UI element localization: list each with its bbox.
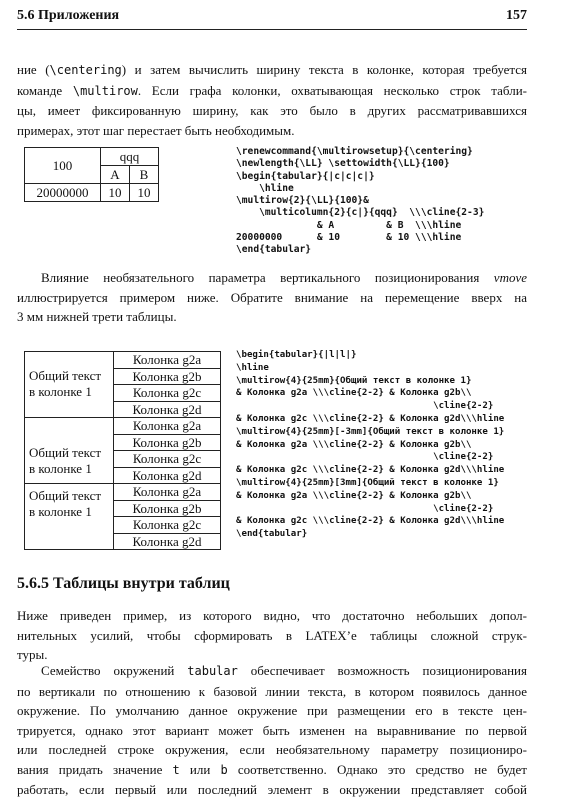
- example-table-1: [24, 147, 159, 202]
- paragraph-1: [17, 60, 527, 140]
- para2-line2: иллюстрируется примером ниже. Обратите внимание на перемещение вверх на: [17, 289, 527, 305]
- para1-line4: примерах, этот шаг перестает быть необходимым.: [17, 122, 295, 138]
- paragraph-2: [17, 268, 527, 327]
- group-3-left-cell: Общий текст в колонке 1: [25, 484, 114, 550]
- header-rule: [17, 29, 527, 30]
- group-1-row-4: Колонка g2d: [114, 401, 221, 418]
- group-1-row-3: Колонка g2c: [114, 385, 221, 402]
- group-2-row-3: Колонка g2c: [114, 451, 221, 468]
- cell-a: A: [101, 166, 130, 184]
- cell-r2c3: 10: [130, 184, 159, 202]
- inline-code: tabular: [187, 664, 238, 678]
- cell-r2c2: 10: [101, 184, 130, 202]
- para3-line2: нительных усилий, чтобы сформировать в LATEX’е таблицы сложной струк-: [17, 627, 527, 643]
- code-listing-1: \renewcommand{\multirowsetup}{\centering} \newlength{\LL} \settowidth{\LL}{100} \begin{tabular}{|c|c|c|} \hline \multirow{2}{\LL}{100}& \multicolumn{2}{c|}{qqq} \\\cline{2-3} & A & B \\\hline 20000000 & 10 & 10 \\\hline \end{tabular}: [236, 146, 485, 256]
- text: обеспечивает возможность позиционирования: [237, 663, 527, 678]
- cell-r2c1: 20000000: [25, 184, 101, 202]
- example-table-2: [24, 351, 221, 550]
- para2-line1: [17, 268, 527, 288]
- text: вания придать значение: [17, 761, 173, 777]
- text: . Если графа колонки, охватывающая несколько строк табли-: [137, 82, 527, 98]
- para3-line1: Ниже приведен пример, из которого видно, что достаточно небольших допол-: [17, 608, 527, 623]
- group-2-row-4: Колонка g2d: [114, 467, 221, 484]
- group-2-left-cell: Общий текст в колонке 1: [25, 418, 114, 484]
- emphasis: vmove: [493, 270, 527, 285]
- code-listing-2: \begin{tabular}{|l|l|} \hline \multirow{4}{25mm}{Общий текст в колонке 1} & Колонка g2a \\\cline{2-2} & Колонка g2b\\ \cline{2-2} & Колонка g2c \\\cline{2-2} & Колонка g2d\\\hline \multirow{4}{25mm}[-3mm]{Общий текст в колонке 1} & Колонка g2a \\\cline{2-2} & Колонка g2b\\ \cline{2-2} & Колонка g2c \\\cline{2-2} & Колонка g2d\\\hline \multirow{4}{25mm}[3mm]{Общий текст в колонке 1} & Колонка g2a \\\cline{2-2} & Колонка g2b\\ \cline{2-2} & Колонка g2c \\\cline{2-2} & Колонка g2d\\\hline \end{tabular}: [236, 350, 505, 540]
- para1-line3: цы, имеет фиксированную ширину, как это было в других рассматривавшихся: [17, 103, 527, 118]
- text: ) и затем вычислить ширину текста в колонке, которая требуется: [121, 62, 528, 77]
- para4-line1: [17, 661, 527, 682]
- para4-line6: [17, 760, 527, 781]
- inline-code: \multirow: [72, 83, 138, 98]
- para4-line3: окружение. По умолчанию данное окружение при размещении его в тексте цен-: [17, 703, 527, 718]
- group-3-row-3: Колонка g2c: [114, 517, 221, 534]
- paragraph-4: [17, 661, 527, 800]
- para4-line4: трируется, однако этот вариант может быть изменен на выравнивание по первой: [17, 722, 527, 738]
- group-3-row-4: Колонка g2d: [114, 533, 221, 550]
- group-1-row-2: Колонка g2b: [114, 368, 221, 385]
- section-heading: 5.6.5 Таблицы внутри таблиц: [17, 575, 230, 592]
- multicolumn-cell: qqq: [101, 148, 159, 166]
- para4-line5: или последней строке окружения, если необязательному параметру позициониро-: [17, 742, 527, 757]
- para1-line1: [17, 60, 527, 81]
- text: команде: [17, 82, 73, 98]
- group-3-row-2: Колонка g2b: [114, 500, 221, 517]
- para1-line2: [17, 81, 527, 102]
- group-2-row-2: Колонка g2b: [114, 434, 221, 451]
- text: или: [179, 761, 221, 777]
- text: Семейство окружений: [41, 663, 188, 678]
- text: ние (: [17, 62, 50, 77]
- page-number: 157: [506, 8, 527, 23]
- group-2-row-1: Колонка g2a: [114, 418, 221, 435]
- cell-b: B: [130, 166, 159, 184]
- text: соответственно. Однако это средство не будет: [227, 761, 527, 777]
- group-1-left-cell: Общий текст в колонке 1: [25, 352, 114, 418]
- inline-code: \centering: [49, 63, 122, 77]
- text: Влияние необязательного параметра вертикального позиционирования: [41, 270, 494, 285]
- group-1-row-1: Колонка g2a: [114, 352, 221, 369]
- para4-line2: по вертикали по отношению к базовой линии текста, в котором появилось данное: [17, 683, 527, 699]
- paragraph-3: [17, 606, 527, 665]
- inline-code: t: [172, 762, 180, 777]
- multirow-cell: 100: [25, 148, 101, 184]
- para2-line3: 3 мм нижней трети таблицы.: [17, 309, 177, 324]
- para4-line7: работать, если первый или последний элемент в окружении представляет собой: [17, 782, 527, 797]
- running-header-section: 5.6 Приложения: [17, 8, 120, 23]
- inline-code: b: [220, 762, 228, 777]
- para3-line3: туры.: [17, 647, 48, 662]
- group-3-row-1: Колонка g2a: [114, 484, 221, 501]
